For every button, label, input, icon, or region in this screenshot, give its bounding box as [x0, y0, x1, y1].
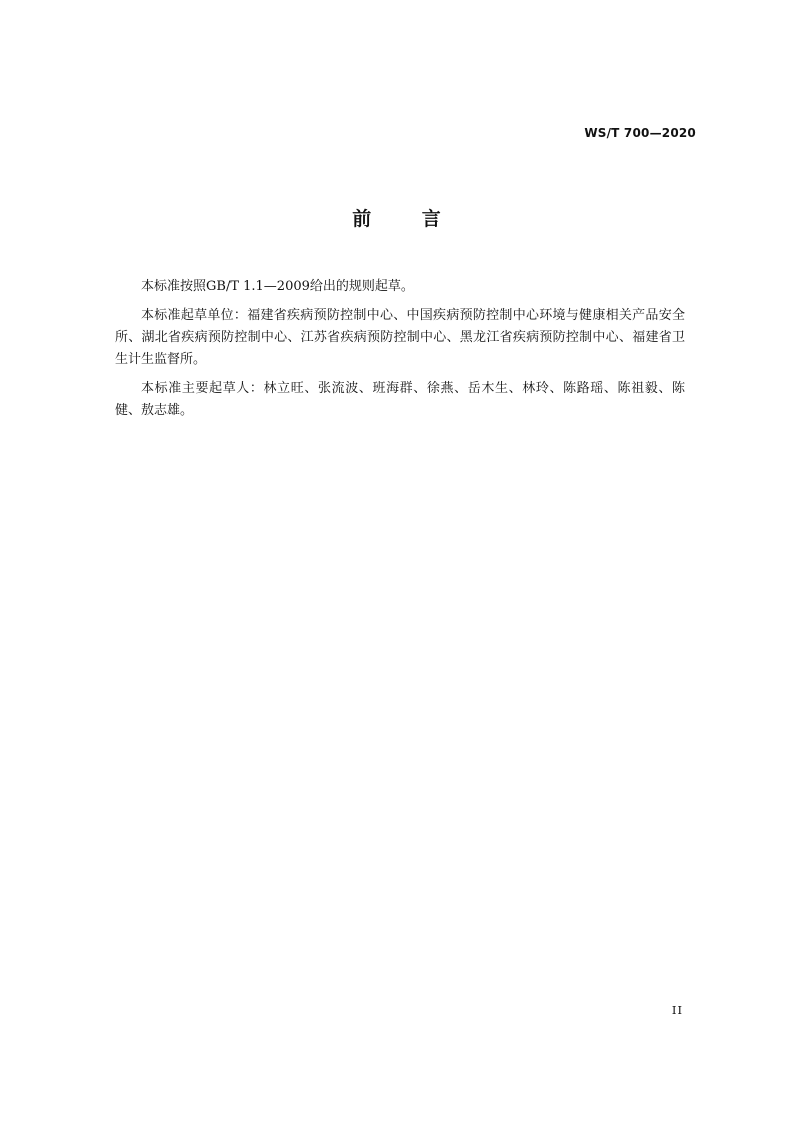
paragraph-main-drafters: 本标准主要起草人：林立旺、张流波、班海群、徐燕、岳木生、林玲、陈路瑶、陈祖毅、陈健、敖志雄。 [115, 381, 685, 418]
document-code: WS/T 700—2020 [584, 126, 696, 140]
paragraph-drafting-units: 本标准起草单位：福建省疾病预防控制中心、中国疾病预防控制中心环境与健康相关产品安全所、湖北省疾病预防控制中心、江苏省疾病预防控制中心、黑龙江省疾病预防控制中心、福建省卫生计生监督所。 [115, 308, 685, 367]
page-number: II [671, 1003, 683, 1017]
page-title: 前 言 [352, 208, 463, 230]
paragraph-drafting-rules: 本标准按照GB/T 1.1—2009给出的规则起草。 [141, 279, 414, 294]
preface-body [115, 276, 685, 429]
